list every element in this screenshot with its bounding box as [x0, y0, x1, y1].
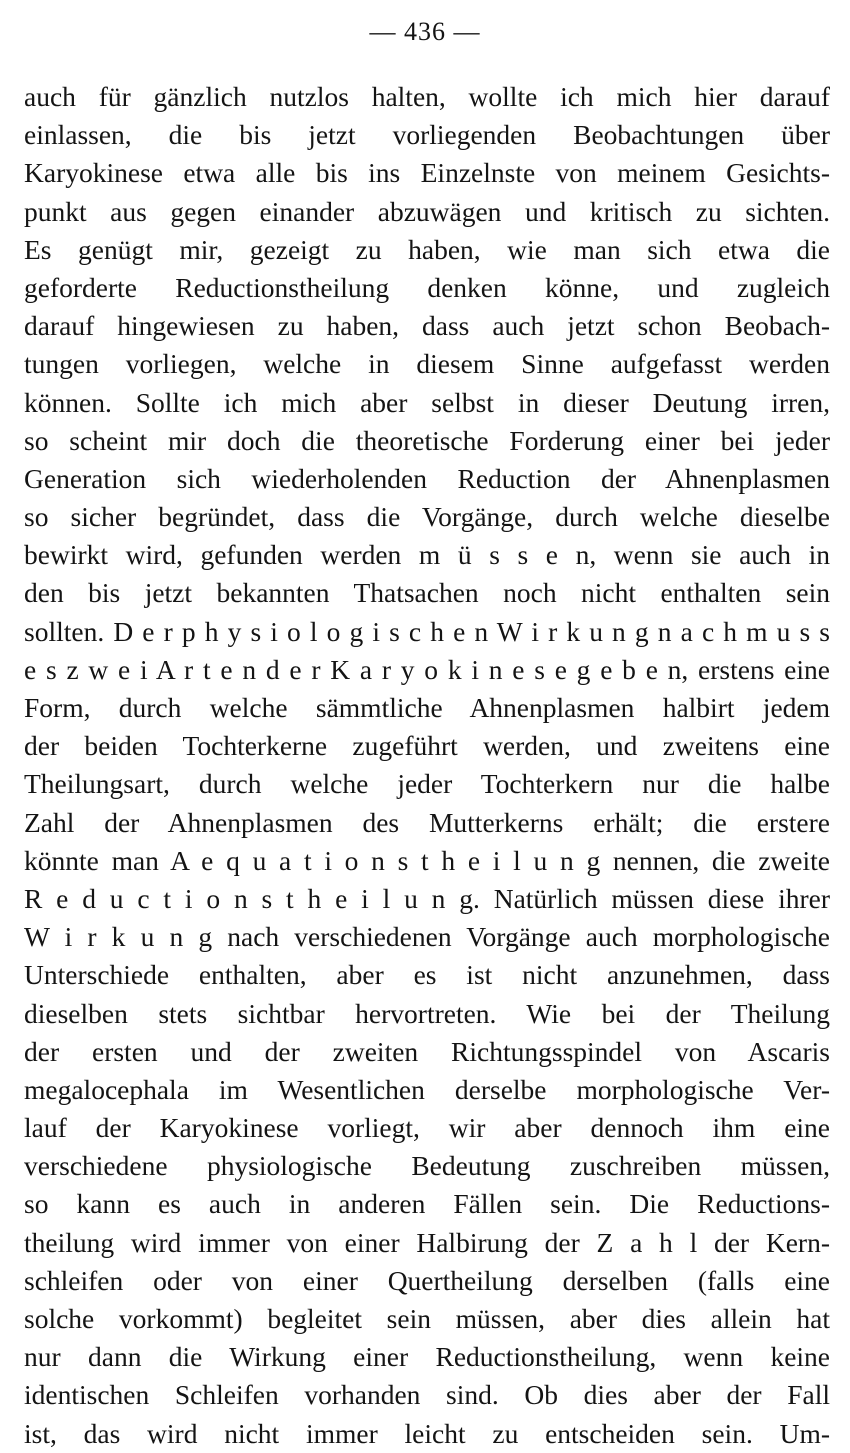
text-line: e s z w e i A r t e n d e r K a r y o k i n e s e g e b e n, erstens eine — [24, 653, 830, 685]
text-line: darauf hingewiesen zu haben, dass auch jetzt schon Beobach- — [24, 310, 830, 342]
text-line: nur dann die Wirkung einer Reductionstheilung, wenn keine — [24, 1341, 830, 1373]
text-line: so sicher begründet, dass die Vorgänge, durch welche dieselbe — [24, 501, 830, 533]
text-line: auch für gänzlich nutzlos halten, wollte ich mich hier darauf — [24, 81, 830, 112]
text-line: Karyokinese etwa alle bis ins Einzelnste von meinem Gesichts- — [24, 157, 830, 189]
page-number: — 436 — — [369, 17, 481, 46]
text-line: megalocephala im Wesentlichen derselbe morphologische Ver- — [24, 1073, 830, 1105]
text-line: der ersten und der zweiten Richtungsspindel von Ascaris — [24, 1035, 830, 1067]
text-line: Theilungsart, durch welche jeder Tochterkern nur die halbe — [24, 768, 830, 800]
text-line: Es genügt mir, gezeigt zu haben, wie man sich etwa die — [24, 233, 830, 265]
text-line: Generation sich wiederholenden Reduction der Ahnenplasmen — [24, 462, 830, 494]
text-line: R e d u c t i o n s t h e i l u n g. Natürlich müssen diese ihrer — [24, 882, 830, 914]
text-line: dieselben stets sichtbar hervortreten. Wie bei der Theilung — [24, 997, 830, 1029]
text-line: lauf der Karyokinese vorliegt, wir aber dennoch ihm eine — [24, 1112, 830, 1144]
text-line: so kann es auch in anderen Fällen sein. Die Reductions- — [24, 1188, 830, 1220]
text-line: der beiden Tochterkerne zugeführt werden, und zweitens eine — [24, 730, 830, 762]
text-line: Zahl der Ahnenplasmen des Mutterkerns erhält; die erstere — [24, 806, 830, 838]
text-line: den bis jetzt bekannten Thatsachen noch nicht enthalten sein — [24, 577, 830, 609]
text-line: Unterschiede enthalten, aber es ist nicht anzunehmen, dass — [24, 959, 830, 991]
text-line: W i r k u n g nach verschiedenen Vorgänge auch morphologische — [24, 921, 830, 953]
text-line: tungen vorliegen, welche in diesem Sinne aufgefasst werden — [24, 348, 830, 380]
text-line: einlassen, die bis jetzt vorliegenden Beobachtungen über — [24, 119, 830, 151]
text-line: solche vorkommt) begleitet sein müssen, aber dies allein hat — [24, 1303, 830, 1334]
text-line: verschiedene physiologische Bedeutung zuschreiben müssen, — [24, 1150, 830, 1182]
body-text — [24, 78, 830, 1453]
text-line: sollten. D e r p h y s i o l o g i s c h e n W i r k u n g n a c h m u s s — [24, 615, 830, 647]
text-line: ist, das wird nicht immer leicht zu entscheiden sein. Um- — [24, 1417, 830, 1449]
text-line: identischen Schleifen vorhanden sind. Ob dies aber der Fall — [24, 1379, 830, 1411]
text-line: können. Sollte ich mich aber selbst in dieser Deutung irren, — [24, 386, 830, 418]
text-line: so scheint mir doch die theoretische Forderung einer bei jeder — [24, 424, 830, 456]
text-line: geforderte Reductionstheilung denken könne, und zugleich — [24, 271, 830, 303]
text-line: punkt aus gegen einander abzuwägen und kritisch zu sichten. — [24, 195, 830, 227]
text-line: schleifen oder von einer Quertheilung derselben (falls eine — [24, 1264, 830, 1296]
text-line: bewirkt wird, gefunden werden m ü s s e n, wenn sie auch in — [24, 539, 830, 571]
text-line: Form, durch welche sämmtliche Ahnenplasmen halbirt jedem — [24, 692, 830, 723]
text-line: theilung wird immer von einer Halbirung der Z a h l der Kern- — [24, 1226, 830, 1258]
text-line: könnte man A e q u a t i o n s t h e i l u n g nennen, die zweite — [24, 844, 830, 876]
